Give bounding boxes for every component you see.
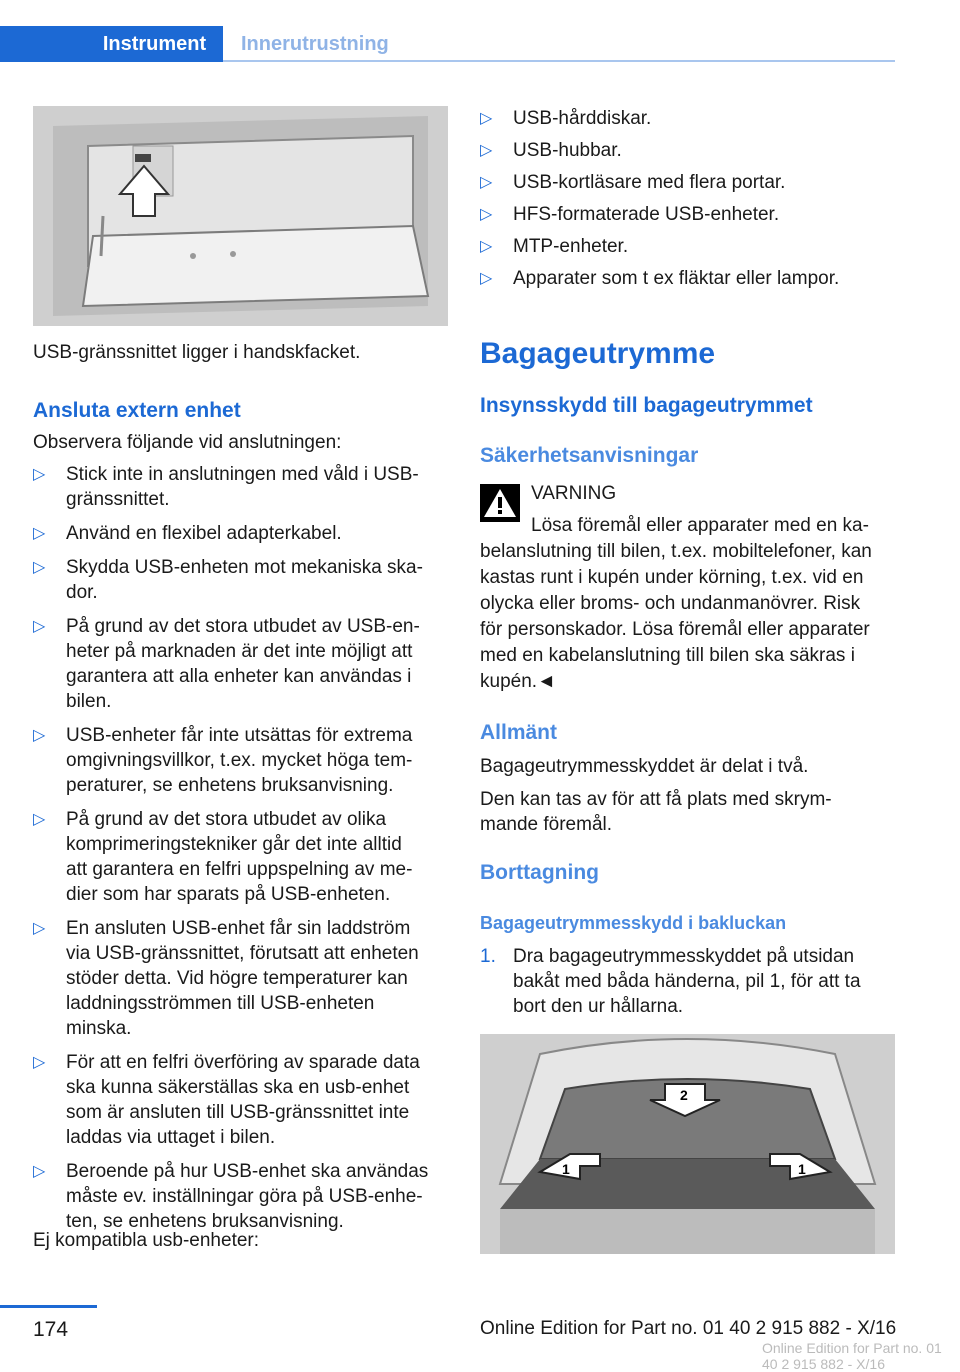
arrow-label-1-right: 1 bbox=[798, 1161, 806, 1177]
bullet-marker-icon: ▷ bbox=[33, 525, 46, 542]
list-item-text: Stick inte in anslutningen med våld i USB- gränssnittet. bbox=[66, 464, 419, 510]
list-item-text: På grund av det stora utbudet av olika komprimeringstekniker går det inte alltid att garantera en felfri uppspelning av me- dier som har sparats på USB-enheten. bbox=[66, 809, 413, 905]
list-item-text: USB-hubbar. bbox=[513, 140, 622, 161]
header-divider bbox=[223, 60, 895, 62]
general-text-1: Bagageutrymmesskyddet är delat i två. bbox=[480, 756, 809, 777]
bullet-marker-icon: ▷ bbox=[480, 110, 493, 127]
edition-text: Online Edition for Part no. 01 40 2 915 882 - X/16 bbox=[480, 1318, 897, 1339]
list-item-text: Skydda USB-enheten mot mekaniska ska- dor. bbox=[66, 557, 423, 603]
bullet-marker-icon: ▷ bbox=[480, 270, 493, 287]
bullet-marker-icon: ▷ bbox=[33, 559, 46, 576]
bullet-marker-icon: ▷ bbox=[33, 727, 46, 744]
list-item-text: USB-enheter får inte utsättas för extrema omgivningsvillkor, t.ex. mycket höga tem- peraturer, se enhetens bruksanvisning. bbox=[66, 725, 413, 796]
tab-instrument[interactable]: Instrument bbox=[0, 26, 223, 62]
heading-connect-device: Ansluta extern enhet bbox=[33, 399, 241, 422]
list-item-text: En ansluten USB-enhet får sin laddström via USB-gränssnittet, förutsatt att enheten stöder detta. Vid högre temperaturer kan laddningsströmmen till USB-enheten minska. bbox=[66, 918, 419, 1039]
general-text-2b: mande föremål. bbox=[480, 814, 613, 835]
list-item-text: MTP-enheter. bbox=[513, 236, 629, 257]
arrow-label-2: 2 bbox=[680, 1087, 688, 1103]
warning-line: belanslutning till bilen, t.ex. mobiltelefoner, kan bbox=[480, 541, 872, 562]
footer-rule bbox=[0, 1305, 97, 1308]
warning-line: för personskador. Lösa föremål eller apparater bbox=[480, 619, 870, 640]
step-text: Dra bagageutrymmesskyddet på utsidan bakåt med båda händerna, pil 1, för att ta bort den ur hållarna. bbox=[513, 946, 861, 1017]
watermark-text: Online Edition for Part no. 01 40 2 915 882 - X/16 bbox=[762, 1340, 942, 1372]
step-number: 1. bbox=[480, 946, 496, 967]
step-1 bbox=[480, 944, 895, 1019]
list-item-text: USB-hårddiskar. bbox=[513, 108, 652, 129]
list-item-text: Använd en flexibel adapterkabel. bbox=[66, 523, 342, 544]
warning-triangle-icon bbox=[480, 484, 520, 522]
bullet-marker-icon: ▷ bbox=[480, 174, 493, 191]
photo-caption: USB-gränssnittet ligger i handskfacket. bbox=[33, 342, 361, 363]
header-tabs bbox=[0, 26, 895, 62]
incompatible-intro: Ej kompatibla usb-enheter: bbox=[33, 1230, 260, 1251]
warning-title: VARNING bbox=[531, 483, 617, 504]
list-item-text: HFS-formaterade USB-enheter. bbox=[513, 204, 780, 225]
page-number: 174 bbox=[33, 1318, 69, 1341]
glovebox-usb-photo bbox=[33, 106, 448, 326]
arrow-label-1-left: 1 bbox=[562, 1161, 570, 1177]
bullet-marker-icon: ▷ bbox=[480, 206, 493, 223]
subheading-removal-tailgate: Bagageutrymmesskydd i bakluckan bbox=[480, 913, 787, 933]
warning-line: med en kabelanslutning till bilen ska säkras i bbox=[480, 645, 855, 666]
warning-line: kastas runt i kupén under körning, t.ex. vid en bbox=[480, 567, 864, 588]
heading-safety: Säkerhetsanvisningar bbox=[480, 444, 699, 467]
bullet-marker-icon: ▷ bbox=[33, 920, 46, 937]
warning-line: Lösa föremål eller apparater med en ka- bbox=[531, 515, 869, 536]
warning-line: olycka eller broms- och undanmanövrer. Risk bbox=[480, 593, 861, 614]
bullet-marker-icon: ▷ bbox=[33, 466, 46, 483]
heading-insynsskydd: Insynsskydd till bagageutrymmet bbox=[480, 394, 813, 417]
bullet-marker-icon: ▷ bbox=[33, 618, 46, 635]
heading-general: Allmänt bbox=[480, 721, 558, 744]
general-text-2a: Den kan tas av för att få plats med skrym- bbox=[480, 789, 832, 810]
bullet-marker-icon: ▷ bbox=[33, 1054, 46, 1071]
heading-bagageutrymme: Bagageutrymme bbox=[480, 337, 716, 370]
list-item-text: USB-kortläsare med flera portar. bbox=[513, 172, 786, 193]
intro-text: Observera följande vid anslutningen: bbox=[33, 432, 342, 453]
bullet-marker-icon: ▷ bbox=[480, 238, 493, 255]
list-item-text: Apparater som t ex fläktar eller lampor. bbox=[513, 268, 840, 289]
bullet-marker-icon: ▷ bbox=[33, 811, 46, 828]
warning-line: kupén.◄ bbox=[480, 671, 556, 692]
list-item-text: På grund av det stora utbudet av USB-en- heter på marknaden är det inte möjligt att garantera att alla enheter kan användas i bilen. bbox=[66, 616, 420, 712]
list-item-text: För att en felfri överföring av sparade data ska kunna säkerställas ska en usb-enhet som är ansluten till USB-gränssnittet inte laddas via uttaget i bilen. bbox=[66, 1052, 420, 1148]
heading-removal: Borttagning bbox=[480, 861, 599, 884]
trunk-cover-photo bbox=[480, 1034, 895, 1254]
list-item-text: Beroende på hur USB-enhet ska användas måste ev. inställningar göra på USB-enhe- ten, se enhetens bruksanvisning. bbox=[66, 1161, 429, 1232]
bullet-marker-icon: ▷ bbox=[33, 1163, 46, 1180]
tab-innerutrustning[interactable]: Innerutrustning bbox=[241, 33, 389, 55]
glovebox-illustration bbox=[33, 106, 448, 326]
bullet-marker-icon: ▷ bbox=[480, 142, 493, 159]
trunk-illustration bbox=[480, 1034, 895, 1254]
